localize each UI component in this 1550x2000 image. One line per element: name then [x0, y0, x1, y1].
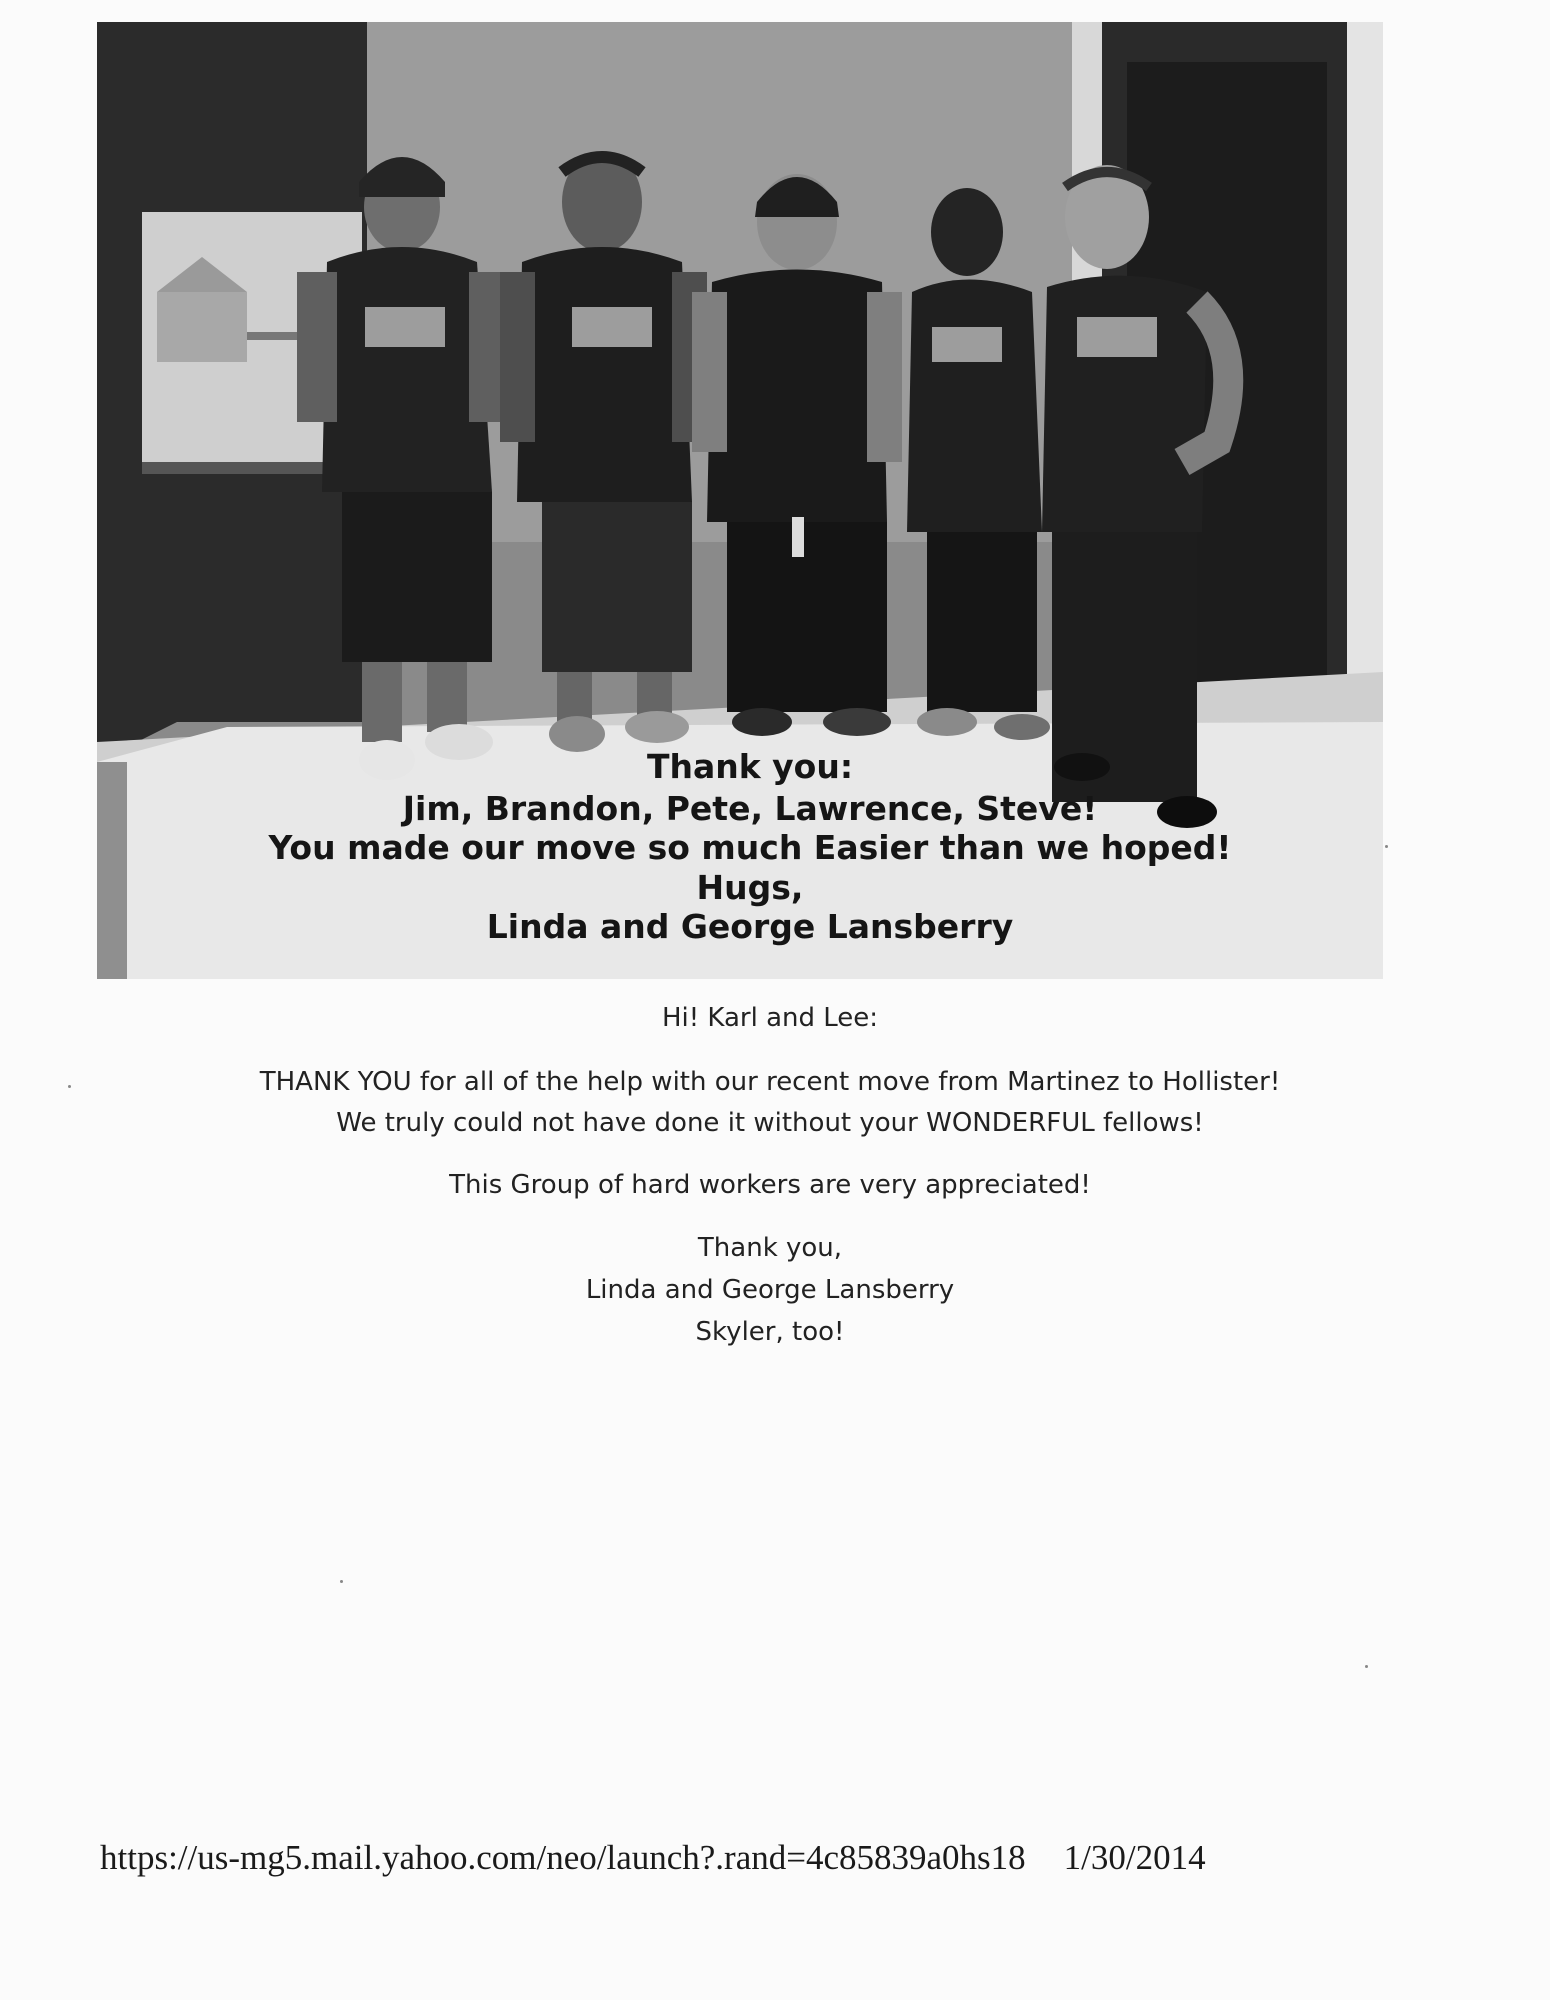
- print-footer: [100, 1838, 1206, 1878]
- letter-signature: Linda and George Lansberry: [585, 1274, 955, 1305]
- letter-body-line-1: THANK YOU for all of the help with our recent move from Martinez to Hollister!: [259, 1066, 1281, 1097]
- letter-body-line-2: We truly could not have done it without your WONDERFUL fellows!: [336, 1108, 1204, 1139]
- thank-you-letter: [120, 998, 1420, 1353]
- letter-closing: Thank you,: [697, 1233, 843, 1264]
- caption-signature: Linda and George Lansberry: [486, 907, 1014, 947]
- scan-speck: [1385, 845, 1388, 848]
- letter-greeting: Hi! Karl and Lee:: [661, 1003, 879, 1033]
- letter-postscript: Skyler, too!: [695, 1316, 845, 1347]
- caption-thanks: Thank you:: [646, 747, 854, 786]
- photo-caption: [200, 747, 1300, 947]
- scan-speck: [68, 1085, 71, 1088]
- caption-easier: You made our move so much Easier than we hoped!: [268, 828, 1232, 868]
- footer-url: https://us-mg5.mail.yahoo.com/neo/launch?.rand=4c85839a0hs18: [100, 1838, 1026, 1877]
- caption-names: Jim, Brandon, Pete, Lawrence, Steve!: [402, 788, 1098, 828]
- scan-speck: [1365, 1665, 1368, 1668]
- footer-date: 1/30/2014: [1063, 1838, 1206, 1877]
- letter-body-line-3: This Group of hard workers are very appreciated!: [449, 1169, 1091, 1200]
- scan-speck: [340, 1580, 343, 1583]
- caption-hugs: Hugs,: [696, 867, 804, 907]
